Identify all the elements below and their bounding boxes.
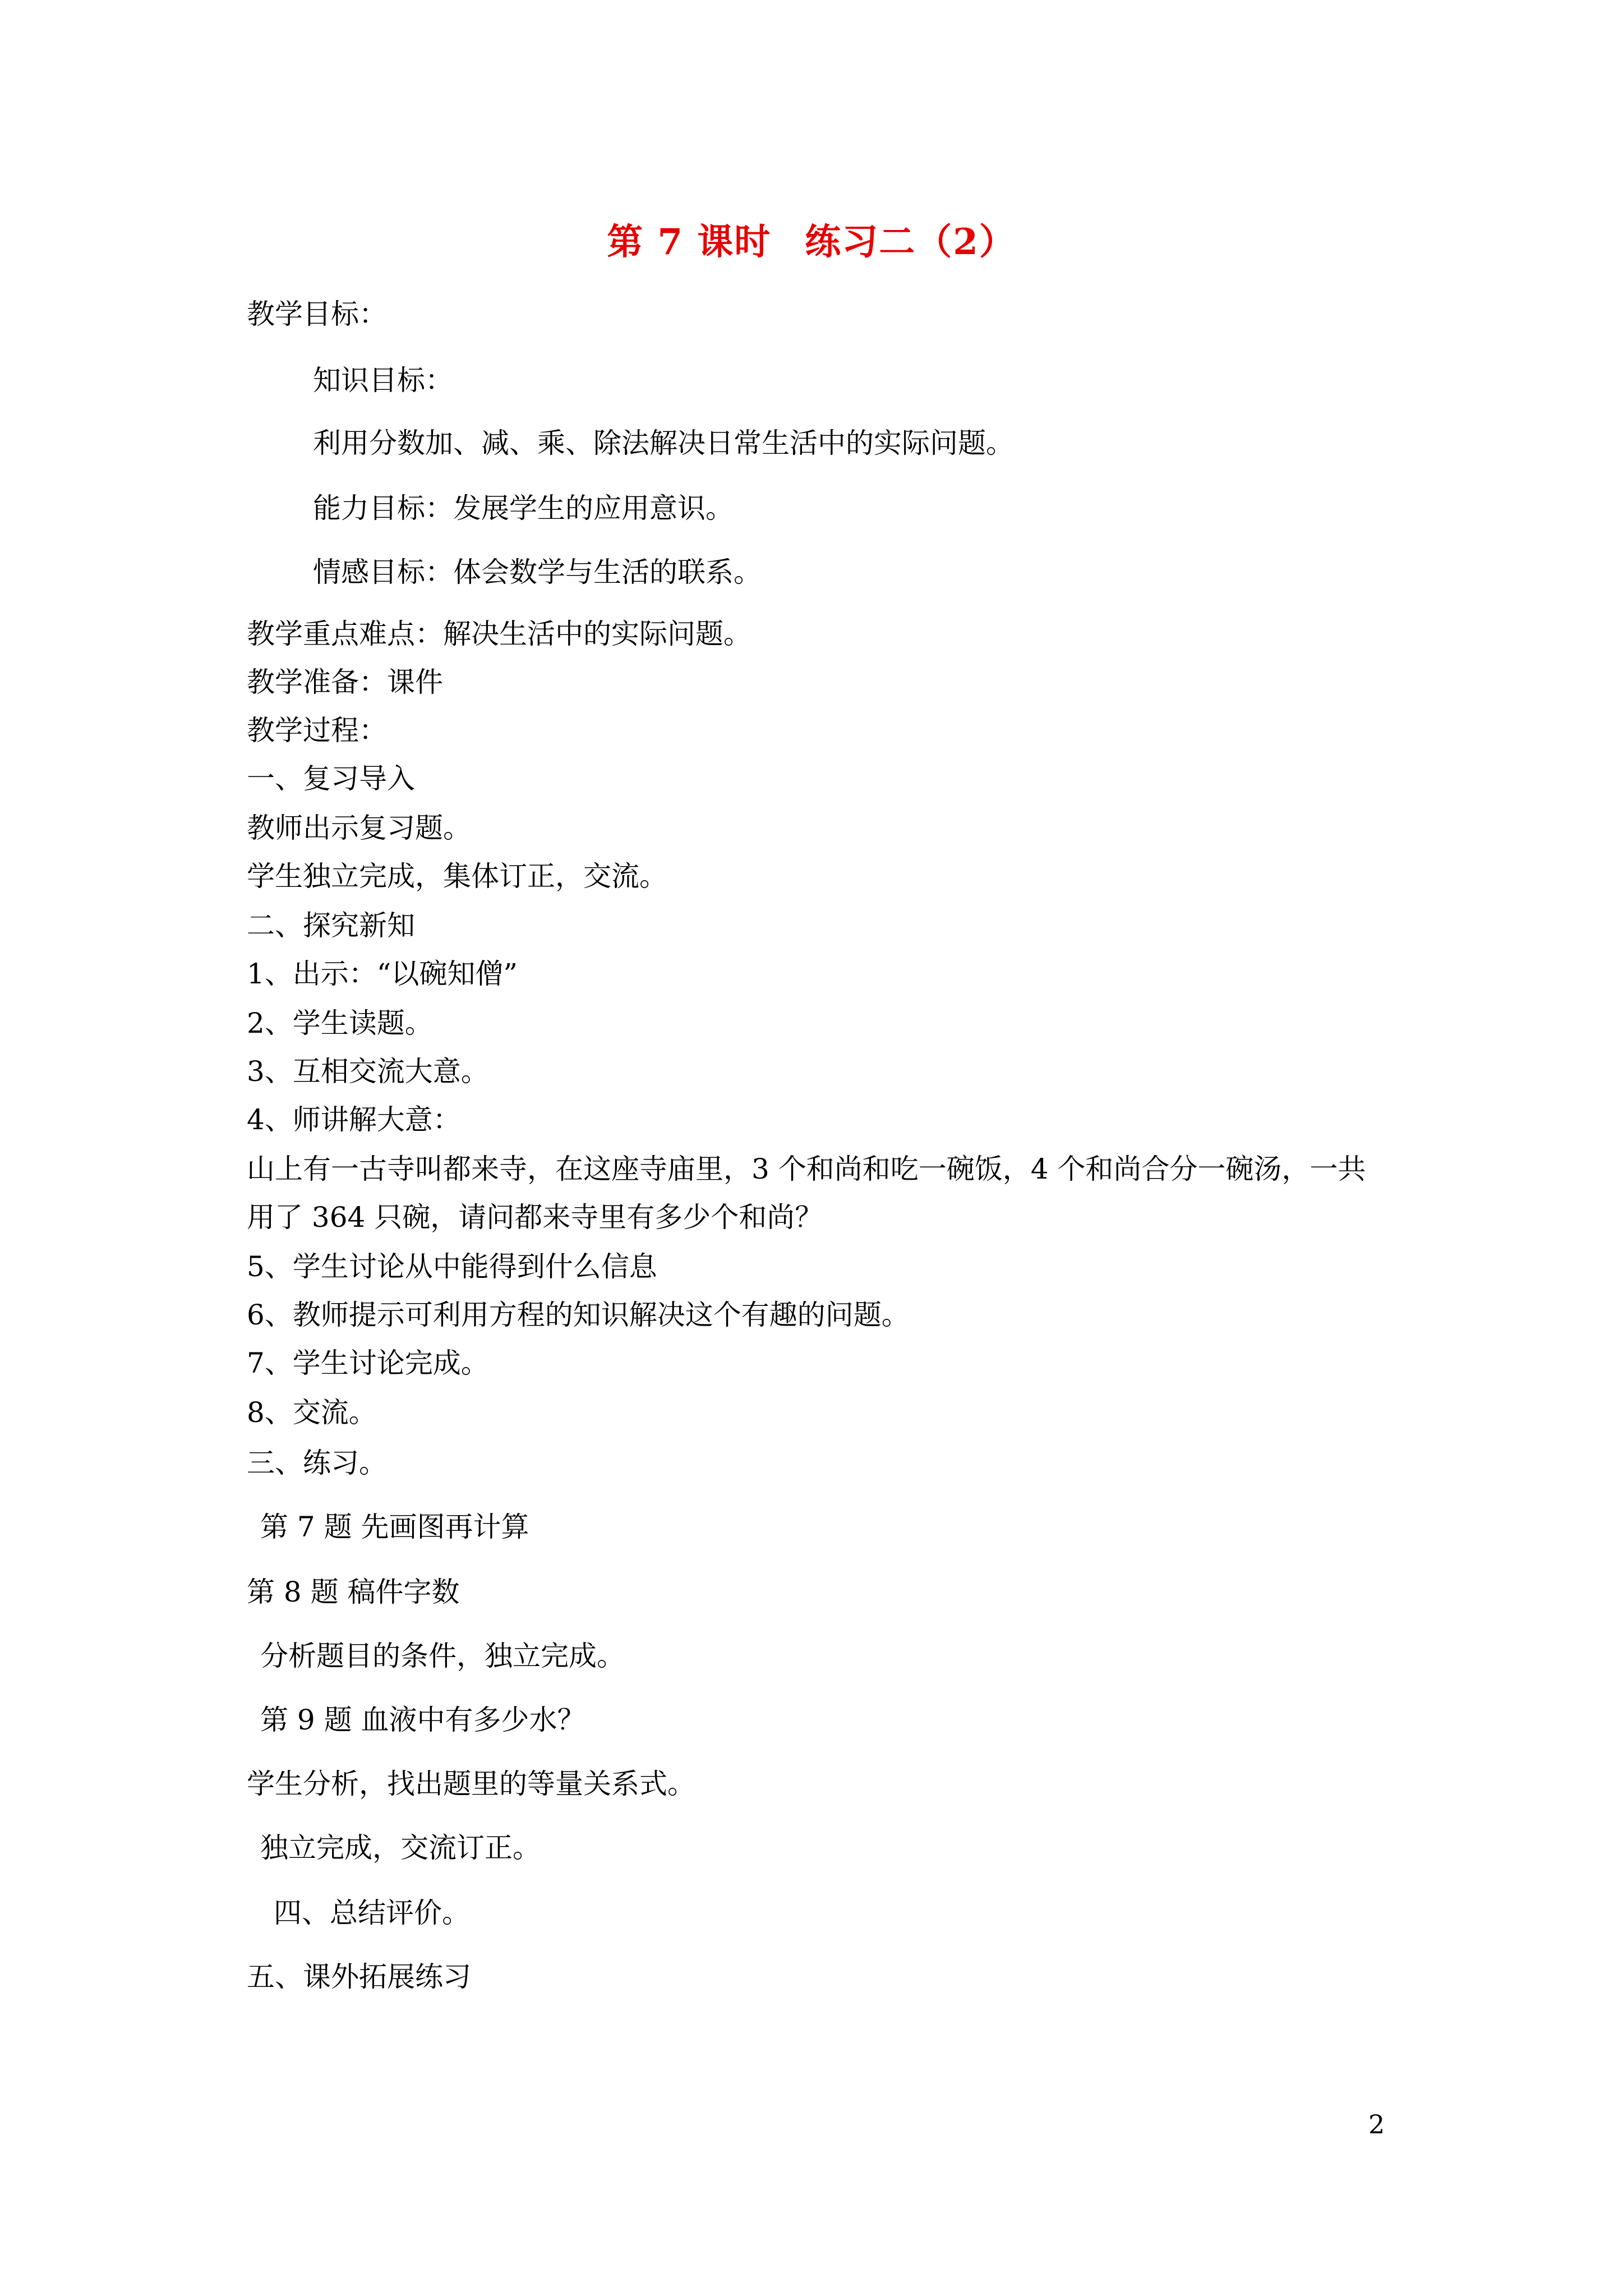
- story-paragraph-line-2: 用了 364 只碗，请问都来寺里有多少个和尚？: [247, 1201, 823, 1234]
- lesson-title-topic: 练习二（2）: [805, 221, 1016, 263]
- explore-step-6: 6、教师提示可利用方程的知识解决这个有趣的问题。: [247, 1299, 910, 1331]
- knowledge-goal-text: 利用分数加、减、乘、除法解决日常生活中的实际问题。: [313, 427, 1014, 459]
- practice-item-9: 第 9 题 血液中有多少水？: [260, 1704, 585, 1736]
- practice-item-7: 第 7 题 先画图再计算: [260, 1511, 529, 1543]
- explore-step-3: 3、互相交流大意。: [247, 1055, 489, 1088]
- lesson-title: [0, 213, 1623, 265]
- section-explore-heading: 二、探究新知: [247, 909, 415, 942]
- section-practice-heading: 三、练习。: [247, 1447, 387, 1479]
- lesson-title-number: 第 7 课时: [607, 221, 772, 263]
- key-difficulty: 教学重点难点：解决生活中的实际问题。: [247, 618, 751, 650]
- ability-goal: 能力目标：发展学生的应用意识。: [313, 492, 734, 524]
- teaching-preparation: 教学准备：课件: [247, 666, 443, 698]
- explore-step-4: 4、师讲解大意：: [247, 1103, 461, 1136]
- practice-item-8-note: 分析题目的条件，独立完成。: [260, 1640, 625, 1672]
- practice-item-8: 第 8 题 稿件字数: [247, 1576, 460, 1608]
- knowledge-goal-heading: 知识目标：: [313, 364, 453, 397]
- emotion-goal: 情感目标：体会数学与生活的联系。: [313, 556, 762, 588]
- section-review-heading: 一、复习导入: [247, 762, 415, 795]
- story-paragraph-line-1: 山上有一古寺叫都来寺，在这座寺庙里，3 个和尚和吃一碗饭，4 个和尚合分一碗汤，一共: [247, 1153, 1366, 1185]
- explore-step-8: 8、交流。: [247, 1396, 377, 1429]
- page-number: 2: [1368, 2109, 1385, 2139]
- explore-step-1: 1、出示：“以碗知僧”: [247, 958, 518, 990]
- section-summary-heading: 四、总结评价。: [274, 1897, 470, 1929]
- review-step-1: 教师出示复习题。: [247, 812, 471, 844]
- practice-item-9-note-1: 学生分析，找出题里的等量关系式。: [247, 1768, 695, 1800]
- practice-item-9-note-2: 独立完成，交流订正。: [260, 1832, 541, 1864]
- section-extension-heading: 五、课外拓展练习: [247, 1961, 471, 1993]
- teaching-process-heading: 教学过程：: [247, 714, 387, 747]
- teaching-goals-heading: 教学目标：: [247, 298, 387, 330]
- review-step-2: 学生独立完成，集体订正，交流。: [247, 860, 667, 892]
- explore-step-2: 2、学生读题。: [247, 1007, 433, 1039]
- explore-step-7: 7、学生讨论完成。: [247, 1347, 489, 1379]
- explore-step-5: 5、学生讨论从中能得到什么信息: [247, 1250, 657, 1283]
